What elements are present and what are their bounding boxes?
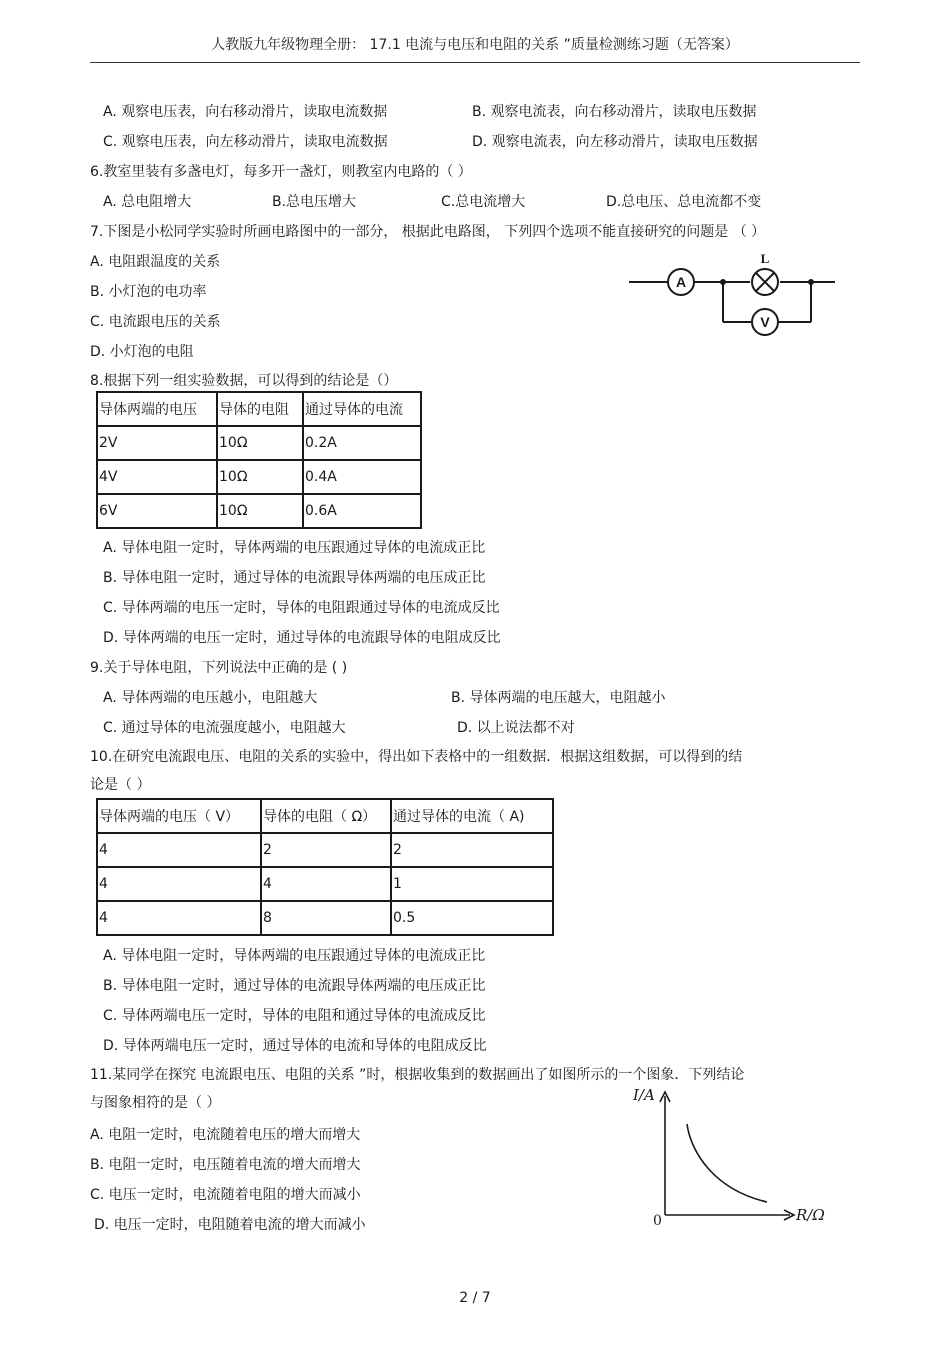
q5-option-d: D. 观察电流表，向左移动滑片，读取电压数据 xyxy=(472,134,758,150)
q8-data-table xyxy=(96,391,422,529)
lamp-label: L xyxy=(760,252,770,266)
q10-stem-line2: 论是（ ） xyxy=(90,777,151,793)
q6-option-d: D.总电压、总电流都不变 xyxy=(606,194,762,210)
q11-option-a: A. 电阻一定时，电流随着电压的增大而增大 xyxy=(90,1127,361,1143)
page-number: 2 / 7 xyxy=(459,1290,491,1306)
q8-cell: 0.4A xyxy=(303,460,421,494)
q9-option-b: B. 导体两端的电压越大，电阻越小 xyxy=(451,690,666,706)
q9-stem: 9.关于导体电阻，下列说法中正确的是 ( ) xyxy=(90,660,348,676)
voltmeter-label: V xyxy=(760,314,770,330)
q11-option-b: B. 电阻一定时，电压随着电流的增大而增大 xyxy=(90,1157,361,1173)
q8-cell: 0.6A xyxy=(303,494,421,528)
q8-option-d: D. 导体两端的电压一定时，通过导体的电流跟导体的电阻成反比 xyxy=(103,630,501,646)
q7-option-d: D. 小灯泡的电阻 xyxy=(90,344,194,360)
q10-header-resistance: 导体的电阻（ Ω） xyxy=(261,799,391,833)
q7-option-b: B. 小灯泡的电功率 xyxy=(90,284,207,300)
q10-data-table xyxy=(96,798,554,936)
q8-cell: 10Ω xyxy=(217,460,303,494)
q6-stem: 6.教室里装有多盏电灯，每多开一盏灯，则教室内电路的（ ） xyxy=(90,164,472,180)
q6-option-b: B.总电压增大 xyxy=(272,194,357,210)
q8-cell: 10Ω xyxy=(217,426,303,460)
q8-option-b: B. 导体电阻一定时，通过导体的电流跟导体两端的电压成正比 xyxy=(103,570,486,586)
q11-option-c: C. 电压一定时，电流随着电阻的增大而减小 xyxy=(90,1187,361,1203)
q8-cell: 6V xyxy=(97,494,217,528)
ammeter-label: A xyxy=(675,274,687,290)
q10-cell: 4 xyxy=(97,867,261,901)
q10-cell: 4 xyxy=(97,833,261,867)
q8-header-resistance: 导体的电阻 xyxy=(217,392,303,426)
q5-option-a: A. 观察电压表，向右移动滑片，读取电流数据 xyxy=(103,104,388,120)
q8-cell: 10Ω xyxy=(217,494,303,528)
q10-header-current: 通过导体的电流（ A) xyxy=(391,799,553,833)
origin-label: 0 xyxy=(653,1213,662,1228)
q8-option-c: C. 导体两端的电压一定时，导体的电阻跟通过导体的电流成反比 xyxy=(103,600,500,616)
q10-cell: 1 xyxy=(391,867,553,901)
q10-option-c: C. 导体两端电压一定时，导体的电阻和通过导体的电流成反比 xyxy=(103,1008,486,1024)
q8-header-current: 通过导体的电流 xyxy=(303,392,421,426)
q9-option-a: A. 导体两端的电压越小，电阻越大 xyxy=(103,690,318,706)
q10-cell: 2 xyxy=(261,833,391,867)
q8-header-voltage: 导体两端的电压 xyxy=(97,392,217,426)
q5-option-b: B. 观察电流表，向右移动滑片，读取电压数据 xyxy=(472,104,757,120)
q10-stem-line1: 10.在研究电流跟电压、电阻的关系的实验中，得出如下表格中的一组数据．根据这组数据，可以得到的结 xyxy=(90,749,743,765)
q7-stem: 7.下图是小松同学实验时所画电路图中的一部分， 根据此电路图， 下列四个选项不能直接研究的问题是 （ ） xyxy=(90,224,766,240)
q11-stem-line2: 与图象相符的是（ ） xyxy=(90,1095,221,1111)
page-header: 人教版九年级物理全册： 17.1 电流与电压和电阻的关系 ”质量检测练习题（无答案） xyxy=(211,37,739,53)
q10-header-voltage: 导体两端的电压（ V） xyxy=(97,799,261,833)
q10-cell: 4 xyxy=(261,867,391,901)
q8-stem: 8.根据下列一组实验数据，可以得到的结论是（） xyxy=(90,373,398,389)
q5-option-c: C. 观察电压表，向左移动滑片，读取电流数据 xyxy=(103,134,388,150)
q10-cell: 4 xyxy=(97,901,261,935)
q7-circuit-diagram xyxy=(625,252,840,337)
y-axis-label: I/A xyxy=(633,1086,655,1104)
q8-option-a: A. 导体电阻一定时，导体两端的电压跟通过导体的电流成正比 xyxy=(103,540,486,556)
q7-option-c: C. 电流跟电压的关系 xyxy=(90,314,221,330)
q10-option-a: A. 导体电阻一定时，导体两端的电压跟通过导体的电流成正比 xyxy=(103,948,486,964)
q11-option-d: D. 电压一定时，电阻随着电流的增大而减小 xyxy=(94,1217,366,1233)
q9-option-d: D. 以上说法都不对 xyxy=(457,720,575,736)
q8-cell: 2V xyxy=(97,426,217,460)
q8-cell: 0.2A xyxy=(303,426,421,460)
q10-cell: 2 xyxy=(391,833,553,867)
q10-option-b: B. 导体电阻一定时，通过导体的电流跟导体两端的电压成正比 xyxy=(103,978,486,994)
q7-option-a: A. 电阻跟温度的关系 xyxy=(90,254,221,270)
q10-option-d: D. 导体两端电压一定时，通过导体的电流和导体的电阻成反比 xyxy=(103,1038,487,1054)
q10-cell: 0.5 xyxy=(391,901,553,935)
q6-option-a: A. 总电阻增大 xyxy=(103,194,192,210)
q11-stem-line1: 11.某同学在探究 电流跟电压、电阻的关系 ”时，根据收集到的数据画出了如图所示的一个图象．下列结论 xyxy=(90,1067,745,1083)
q8-cell: 4V xyxy=(97,460,217,494)
q6-option-c: C.总电流增大 xyxy=(441,194,526,210)
inverse-curve xyxy=(687,1124,767,1202)
header-rule xyxy=(90,62,860,63)
q9-option-c: C. 通过导体的电流强度越小，电阻越大 xyxy=(103,720,346,736)
q11-graph xyxy=(625,1078,835,1228)
x-axis-label: R/Ω xyxy=(796,1206,825,1224)
q10-cell: 8 xyxy=(261,901,391,935)
